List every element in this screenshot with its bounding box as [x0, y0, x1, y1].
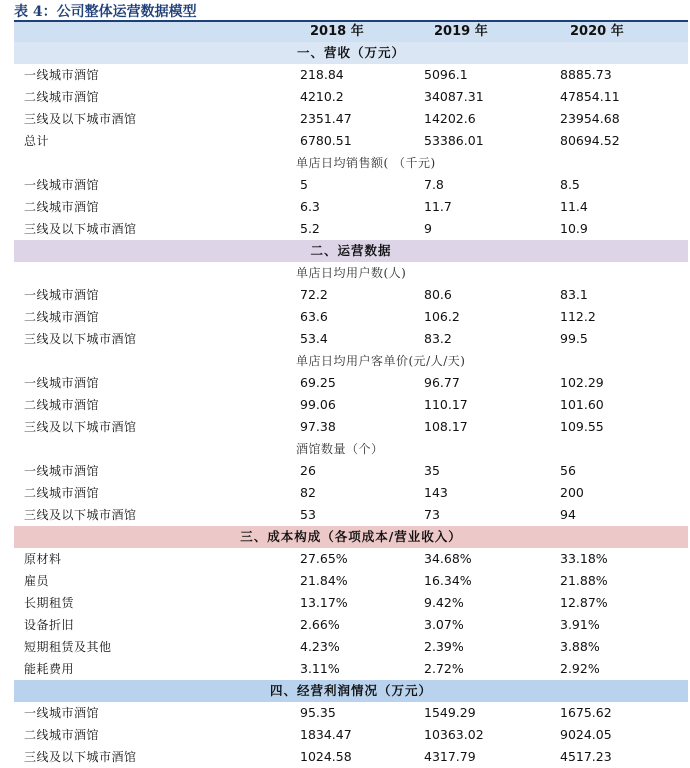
table-row: [14, 658, 688, 680]
cell-2019: 34087.31: [424, 89, 484, 104]
table-row: [14, 592, 688, 614]
table-row: [14, 174, 688, 196]
cell-2020: 33.18%: [560, 551, 608, 566]
cell-2019: 34.68%: [424, 551, 472, 566]
table-row: [14, 724, 688, 746]
cell-2019: 11.7: [424, 199, 452, 214]
cell-2020: 8885.73: [560, 67, 612, 82]
cell-2019: 2.72%: [424, 661, 464, 676]
row-label: 总计: [24, 134, 50, 148]
cell-2020: 11.4: [560, 199, 588, 214]
cell-2020: 109.55: [560, 419, 604, 434]
cell-2020: 56: [560, 463, 576, 478]
cell-2019: 110.17: [424, 397, 468, 412]
table-row: [14, 504, 688, 526]
cell-2019: 73: [424, 507, 440, 522]
cell-2020: 83.1: [560, 287, 588, 302]
table-row: [14, 86, 688, 108]
row-label: 三线及以下城市酒馆: [24, 508, 137, 522]
row-label: 长期租赁: [24, 596, 75, 610]
cell-2020: 200: [560, 485, 584, 500]
cell-2018: 1834.47: [300, 727, 352, 742]
row-label: 二线城市酒馆: [24, 200, 100, 214]
table-body: [14, 42, 688, 768]
cell-2018: 69.25: [300, 375, 336, 390]
row-label: 三线及以下城市酒馆: [24, 222, 137, 236]
cell-2018: 63.6: [300, 309, 328, 324]
table-row: [14, 636, 688, 658]
cell-2019: 7.8: [424, 177, 444, 192]
row-label: 一线城市酒馆: [24, 178, 100, 192]
section-header: 四、经营利润情况（万元）: [14, 680, 688, 702]
cell-2020: 12.87%: [560, 595, 608, 610]
cell-2020: 2.92%: [560, 661, 600, 676]
row-label: 一线城市酒馆: [24, 288, 100, 302]
cell-2019: 108.17: [424, 419, 468, 434]
cell-2020: 1675.62: [560, 705, 612, 720]
cell-2019: 35: [424, 463, 440, 478]
cell-2018: 72.2: [300, 287, 328, 302]
row-label: 二线城市酒馆: [24, 398, 100, 412]
cell-2020: 101.60: [560, 397, 604, 412]
table-row: [14, 460, 688, 482]
row-label: 一线城市酒馆: [24, 464, 100, 478]
cell-2020: 47854.11: [560, 89, 620, 104]
cell-2018: 53.4: [300, 331, 328, 346]
cell-2018: 3.11%: [300, 661, 340, 676]
row-label: 三线及以下城市酒馆: [24, 332, 137, 346]
cell-2018: 82: [300, 485, 316, 500]
cell-2018: 4210.2: [300, 89, 344, 104]
cell-2018: 2351.47: [300, 111, 352, 126]
cell-2020: 8.5: [560, 177, 580, 192]
cell-2020: 9024.05: [560, 727, 612, 742]
cell-2018: 6780.51: [300, 133, 352, 148]
cell-2019: 53386.01: [424, 133, 484, 148]
cell-2020: 4517.23: [560, 749, 612, 764]
row-label: 三线及以下城市酒馆: [24, 112, 137, 126]
cell-2019: 5096.1: [424, 67, 468, 82]
section-header: 一、营收（万元）: [14, 42, 688, 64]
cell-2018: 1024.58: [300, 749, 352, 764]
cell-2019: 143: [424, 485, 448, 500]
table-row: [14, 394, 688, 416]
table-caption: 表 4：公司整体运营数据模型: [14, 4, 197, 20]
cell-2019: 106.2: [424, 309, 460, 324]
cell-2019: 9.42%: [424, 595, 464, 610]
row-label: 短期租赁及其他: [24, 640, 112, 654]
cell-2020: 99.5: [560, 331, 588, 346]
table-row: [14, 130, 688, 152]
row-label: 二线城市酒馆: [24, 310, 100, 324]
header-cell-2019: 2019 年: [434, 24, 488, 39]
cell-2018: 26: [300, 463, 316, 478]
cell-2020: 112.2: [560, 309, 596, 324]
row-label: 一线城市酒馆: [24, 68, 100, 82]
row-label: 三线及以下城市酒馆: [24, 420, 137, 434]
cell-2019: 80.6: [424, 287, 452, 302]
table-row: [14, 372, 688, 394]
cell-2020: 10.9: [560, 221, 588, 236]
header-cell-2020: 2020 年: [570, 24, 624, 39]
row-label: 三线及以下城市酒馆: [24, 750, 137, 764]
cell-2018: 99.06: [300, 397, 336, 412]
cell-2019: 14202.6: [424, 111, 476, 126]
row-label: 二线城市酒馆: [24, 90, 100, 104]
cell-2018: 27.65%: [300, 551, 348, 566]
table-row: [14, 702, 688, 724]
cell-2019: 96.77: [424, 375, 460, 390]
cell-2018: 21.84%: [300, 573, 348, 588]
table-row: [14, 548, 688, 570]
table-row: [14, 218, 688, 240]
row-label: 二线城市酒馆: [24, 728, 100, 742]
table-row: [14, 196, 688, 218]
subsection-label: 单店日均用户客单价(元/人/天): [296, 354, 466, 368]
cell-2019: 1549.29: [424, 705, 476, 720]
table-row: [14, 614, 688, 636]
table-row: [14, 284, 688, 306]
operating-data-table: [14, 20, 688, 768]
table-header-row: [14, 22, 688, 42]
cell-2019: 9: [424, 221, 432, 236]
cell-2018: 2.66%: [300, 617, 340, 632]
subsection-label: 单店日均销售额( （千元): [296, 156, 436, 170]
subsection-label: 酒馆数量（个）: [296, 442, 384, 456]
row-label: 能耗费用: [24, 662, 75, 676]
cell-2019: 3.07%: [424, 617, 464, 632]
cell-2020: 80694.52: [560, 133, 620, 148]
cell-2018: 53: [300, 507, 316, 522]
cell-2018: 218.84: [300, 67, 344, 82]
header-cell-label: [14, 22, 286, 42]
row-label: 雇员: [24, 574, 50, 588]
cell-2020: 21.88%: [560, 573, 608, 588]
cell-2018: 5: [300, 177, 308, 192]
cell-2018: 13.17%: [300, 595, 348, 610]
cell-2019: 83.2: [424, 331, 452, 346]
header-cell-2018: 2018 年: [310, 24, 364, 39]
section-header: 二、运营数据: [14, 240, 688, 262]
cell-2020: 94: [560, 507, 576, 522]
table-row: [14, 306, 688, 328]
cell-2019: 16.34%: [424, 573, 472, 588]
table-row: [14, 416, 688, 438]
table-row: [14, 746, 688, 768]
cell-2019: 10363.02: [424, 727, 484, 742]
row-label: 设备折旧: [24, 618, 75, 632]
cell-2018: 97.38: [300, 419, 336, 434]
cell-2018: 5.2: [300, 221, 320, 236]
table-row: [14, 328, 688, 350]
row-label: 一线城市酒馆: [24, 376, 100, 390]
cell-2019: 4317.79: [424, 749, 476, 764]
table-row: [14, 64, 688, 86]
row-label: 原材料: [24, 552, 62, 566]
table-row: [14, 108, 688, 130]
table-row: [14, 482, 688, 504]
cell-2018: 6.3: [300, 199, 320, 214]
cell-2019: 2.39%: [424, 639, 464, 654]
section-header: 三、成本构成（各项成本/营业收入）: [14, 526, 688, 548]
row-label: 一线城市酒馆: [24, 706, 100, 720]
table-row: [14, 570, 688, 592]
cell-2020: 3.91%: [560, 617, 600, 632]
cell-2020: 3.88%: [560, 639, 600, 654]
cell-2018: 95.35: [300, 705, 336, 720]
subsection-label: 单店日均用户数(人): [296, 266, 407, 280]
cell-2020: 102.29: [560, 375, 604, 390]
cell-2018: 4.23%: [300, 639, 340, 654]
cell-2020: 23954.68: [560, 111, 620, 126]
row-label: 二线城市酒馆: [24, 486, 100, 500]
